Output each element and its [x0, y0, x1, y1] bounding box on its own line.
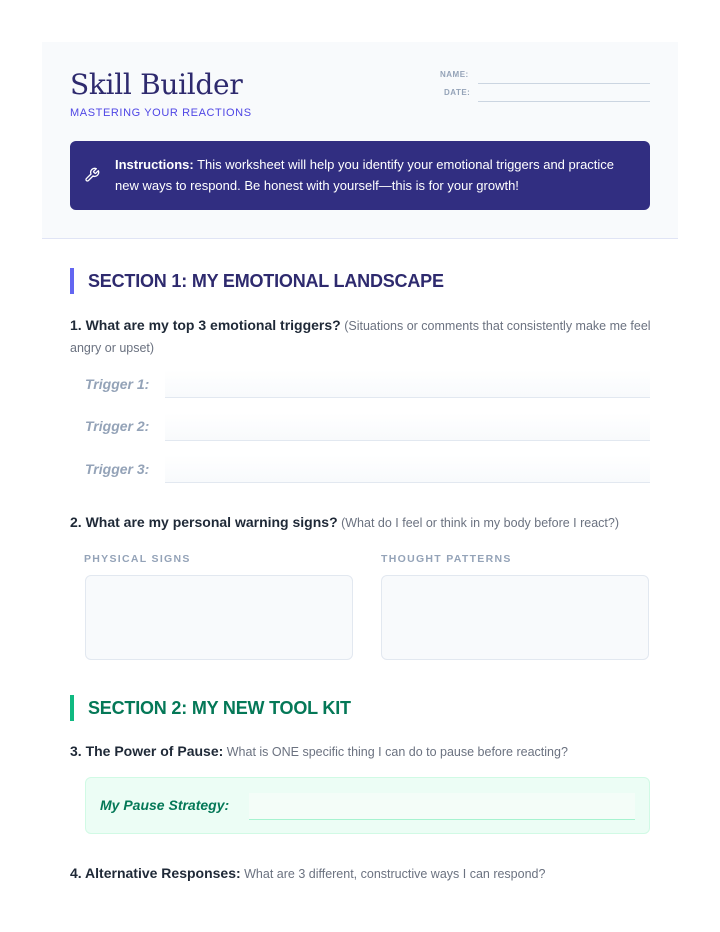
- question-4-hint: What are 3 different, constructive ways I can respond?: [240, 867, 546, 881]
- trigger-3-input[interactable]: [165, 455, 650, 483]
- question-3: [70, 741, 655, 763]
- wrench-icon: [84, 167, 100, 183]
- thought-patterns-label: THOUGHT PATTERNS: [381, 553, 512, 565]
- question-3-hint: What is ONE specific thing I can do to pause before reacting?: [223, 745, 568, 759]
- instructions-text: [115, 154, 635, 196]
- question-3-title: 3. The Power of Pause:: [70, 743, 224, 759]
- name-line[interactable]: [478, 83, 650, 84]
- question-1-title: 1. What are my top 3 emotional triggers?: [70, 317, 341, 333]
- question-1-hint: (Situations or comments that consistently make me feel angry or upset): [70, 319, 651, 355]
- trigger-3-label: Trigger 3:: [85, 461, 150, 477]
- trigger-2-input[interactable]: [165, 413, 650, 441]
- section-1-heading: SECTION 1: MY EMOTIONAL LANDSCAPE: [70, 268, 444, 294]
- page-subtitle: MASTERING YOUR REACTIONS: [70, 107, 252, 119]
- date-label: DATE:: [444, 88, 471, 97]
- instructions-bold: Instructions:: [115, 157, 194, 172]
- trigger-1-input[interactable]: [165, 370, 650, 398]
- pause-strategy-input[interactable]: [249, 793, 635, 820]
- trigger-1-label: Trigger 1:: [85, 376, 150, 392]
- question-2-hint: (What do I feel or think in my body before I react?): [337, 516, 620, 530]
- trigger-2-label: Trigger 2:: [85, 418, 150, 434]
- name-label: NAME:: [440, 70, 469, 79]
- page-title: Skill Builder: [70, 68, 243, 101]
- worksheet-page: [42, 42, 678, 932]
- worksheet-header: [42, 42, 678, 239]
- name-field[interactable]: [440, 70, 650, 84]
- question-1: [70, 315, 655, 359]
- thought-patterns-box[interactable]: [381, 575, 649, 660]
- instructions-box: [70, 141, 650, 210]
- question-2-title: 2. What are my personal warning signs?: [70, 514, 338, 530]
- section-2-heading: SECTION 2: MY NEW TOOL KIT: [70, 695, 351, 721]
- question-4-title: 4. Alternative Responses:: [70, 865, 241, 881]
- physical-signs-box[interactable]: [85, 575, 353, 660]
- date-line[interactable]: [478, 101, 650, 102]
- question-4: [70, 863, 655, 885]
- pause-strategy-box: [85, 777, 650, 834]
- question-2: [70, 512, 655, 534]
- physical-signs-label: PHYSICAL SIGNS: [84, 553, 191, 565]
- instructions-body: This worksheet will help you identify your emotional triggers and practice new ways to respond. Be honest with yourself—this is for your growth!: [115, 157, 615, 193]
- date-field[interactable]: [440, 88, 650, 102]
- pause-strategy-label: My Pause Strategy:: [100, 797, 230, 813]
